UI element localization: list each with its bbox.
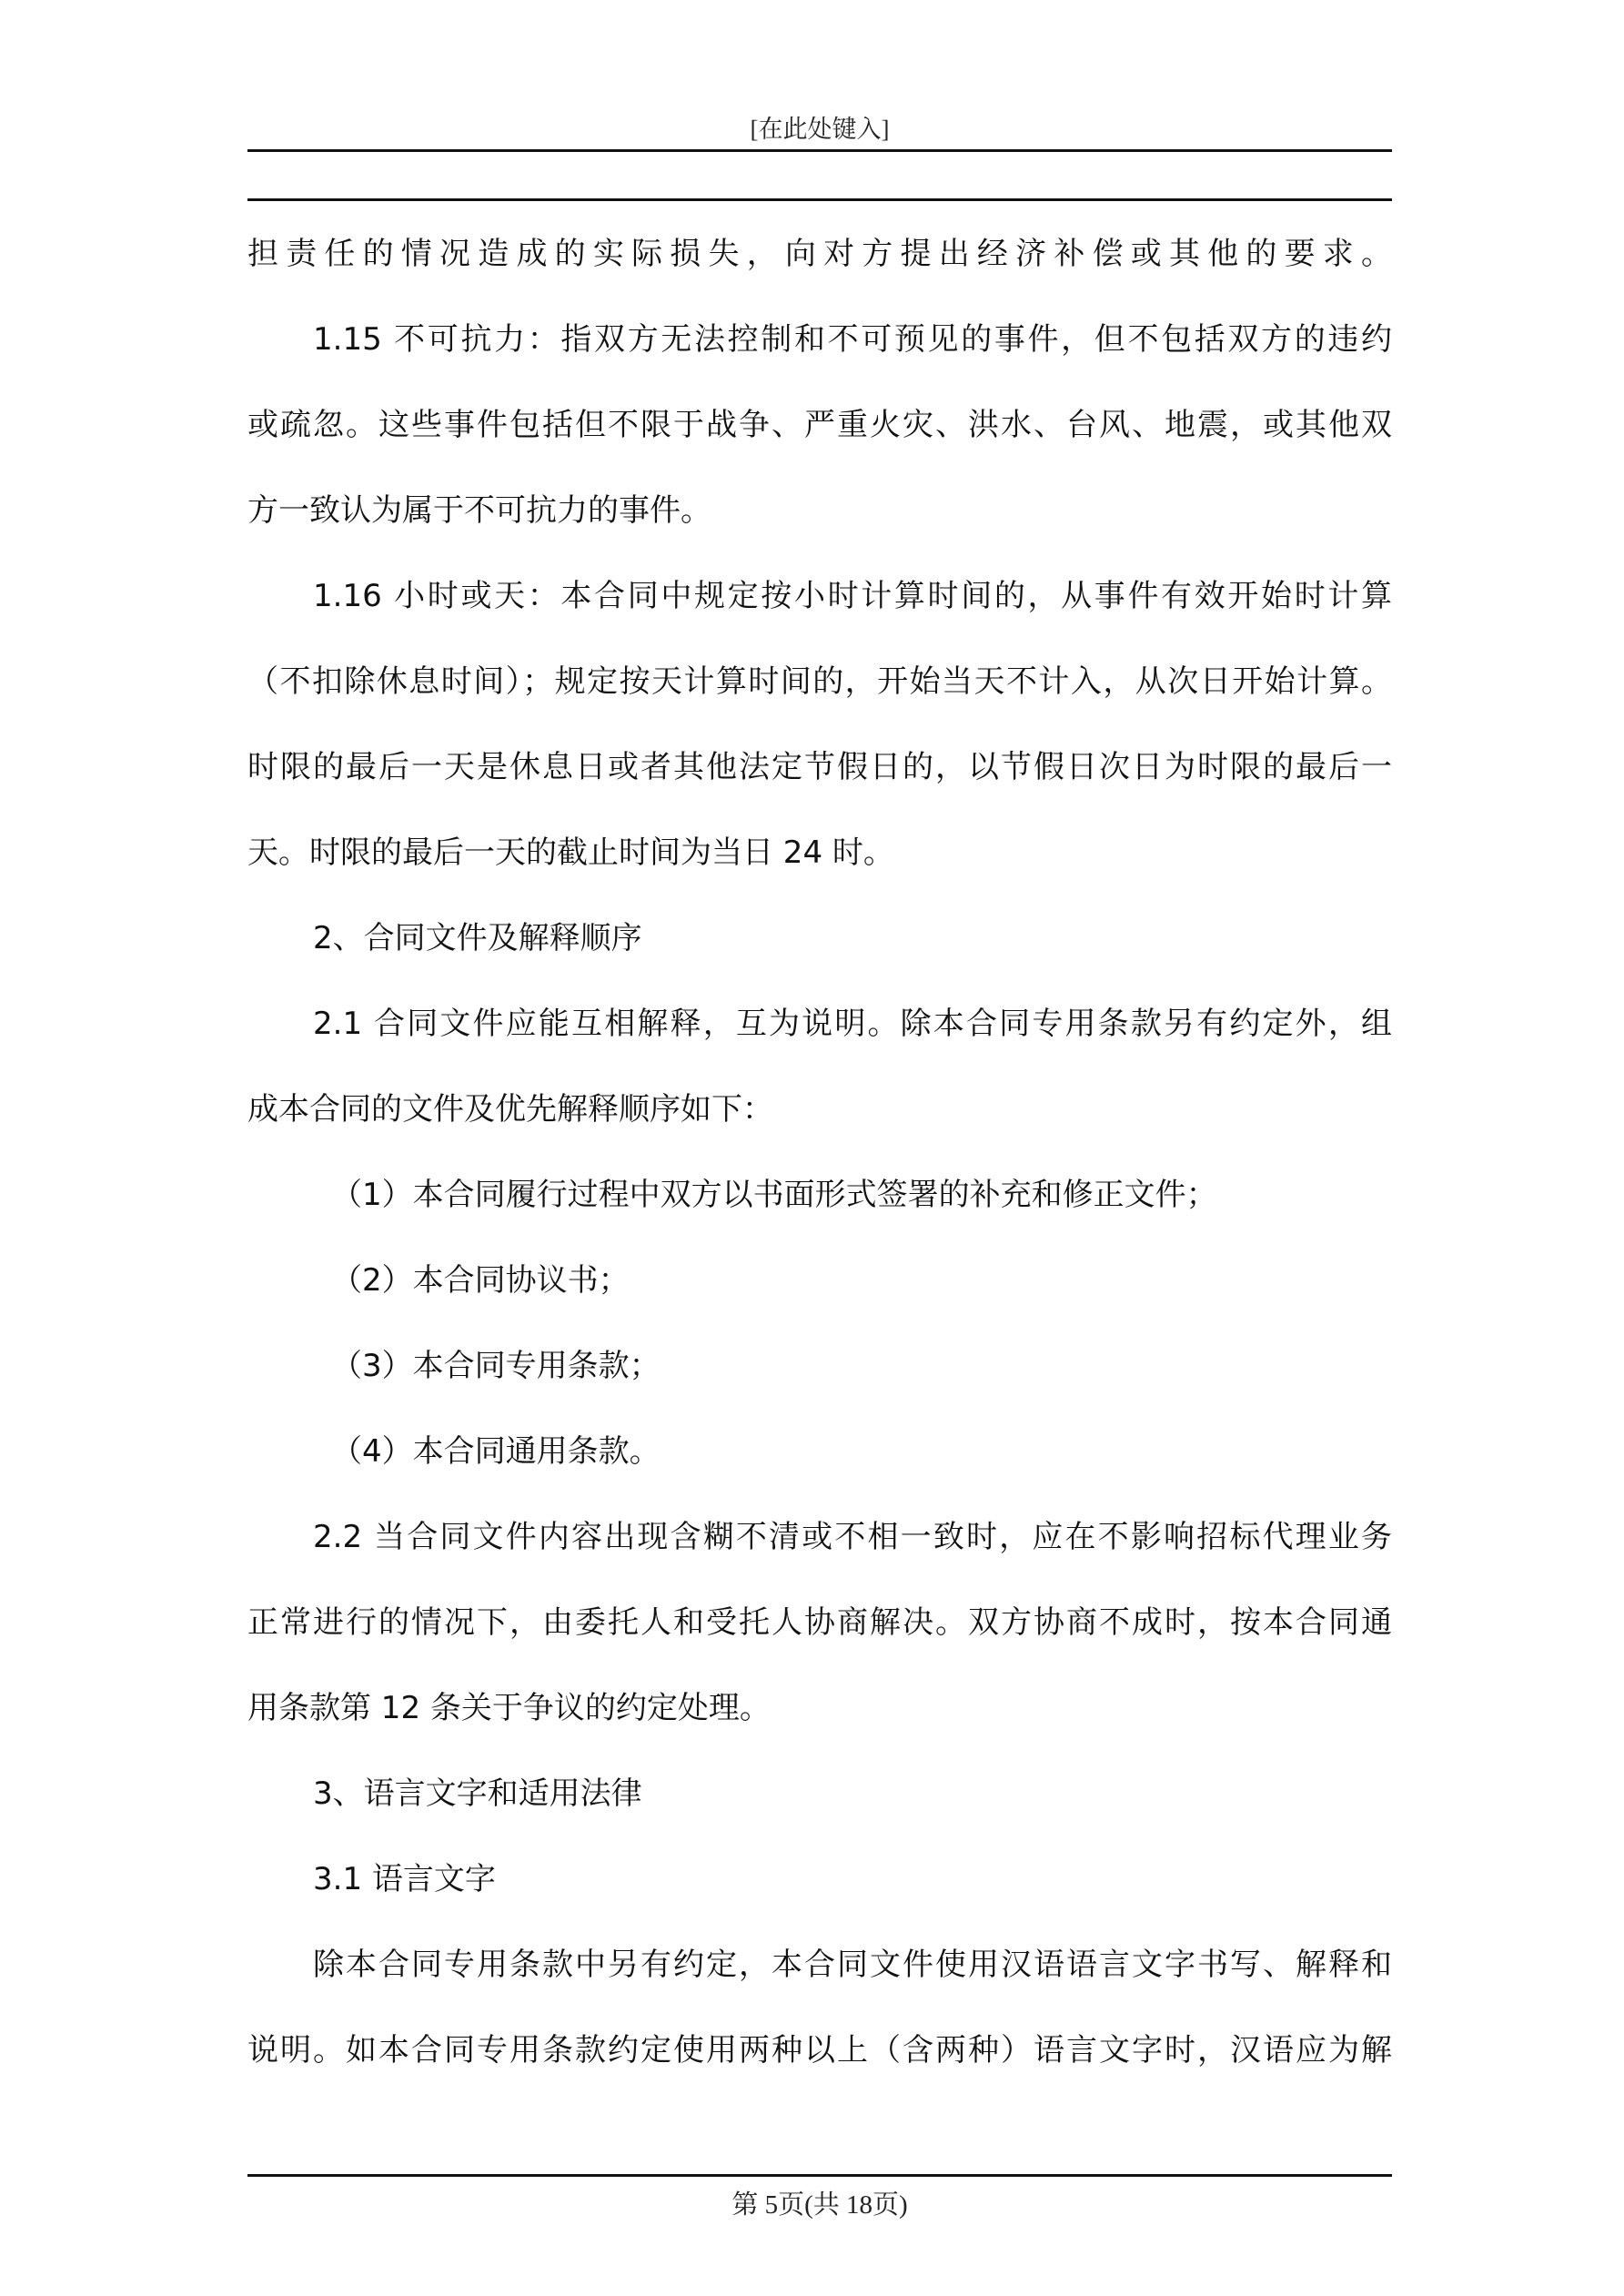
document-body <box>247 211 1392 2093</box>
clause-1-15-line-3: 方一致认为属于不可抗力的事件。 <box>247 492 711 529</box>
section-2-heading: 2、合同文件及解释顺序 <box>313 920 642 956</box>
body-top-divider <box>247 198 1392 201</box>
clause-2-2-line-2: 正常进行的情况下，由委托人和受托人协商解决。双方协商不成时，按本合同通 <box>247 1604 1392 1641</box>
clause-1-16-line-2: （不扣除休息时间）；规定按天计算时间的，开始当天不计入，从次日开始计算。 <box>247 663 1392 700</box>
header-divider <box>247 149 1392 152</box>
footer-divider <box>247 2174 1392 2177</box>
clause-2-2-line-1: 2.2 当合同文件内容出现含糊不清或不相一致时，应在不影响招标代理业务 <box>313 1519 1392 1555</box>
clause-2-1-line-2: 成本合同的文件及优先解释顺序如下： <box>247 1091 773 1128</box>
list-item-1: （1）本合同履行过程中双方以书面形式签署的补充和修正文件； <box>331 1177 1217 1213</box>
list-item-2: （2）本合同协议书； <box>331 1262 630 1299</box>
clause-3-1-heading: 3.1 语言文字 <box>313 1861 496 1897</box>
clause-2-2-line-3: 用条款第 12 条关于争议的约定处理。 <box>247 1690 771 1726</box>
clause-2-1-line-1: 2.1 合同文件应能互相解释，互为说明。除本合同专用条款另有约定外，组 <box>313 1006 1392 1042</box>
clause-1-15-line-2: 或疏忽。这些事件包括但不限于战争、严重火灾、洪水、台风、地震，或其他双 <box>247 407 1392 443</box>
page-header: [在此处键入] <box>750 116 890 143</box>
clause-1-15-line-1: 1.15 不可抗力：指双方无法控制和不可预见的事件，但不包括双方的违约 <box>313 321 1392 358</box>
clause-3-1-line-2: 说明。如本合同专用条款约定使用两种以上（含两种）语言文字时，汉语应为解 <box>247 2032 1392 2068</box>
section-3-heading: 3、语言文字和适用法律 <box>313 1775 642 1812</box>
list-item-4: （4）本合同通用条款。 <box>331 1433 661 1470</box>
clause-3-1-line-1: 除本合同专用条款中另有约定，本合同文件使用汉语语言文字书写、解释和 <box>313 1947 1392 1983</box>
list-item-3: （3）本合同专用条款； <box>331 1348 661 1384</box>
clause-1-16-line-4: 天。时限的最后一天的截止时间为当日 24 时。 <box>247 834 894 871</box>
page-number: 第 5页(共 18页) <box>731 2190 908 2220</box>
clause-1-16-line-3: 时限的最后一天是休息日或者其他法定节假日的，以节假日次日为时限的最后一 <box>247 749 1392 785</box>
clause-1-16-line-1: 1.16 小时或天：本合同中规定按小时计算时间的，从事件有效开始时计算 <box>313 578 1392 614</box>
body-line-1: 担责任的情况造成的实际损失，向对方提出经济补偿或其他的要求。 <box>247 236 1392 272</box>
